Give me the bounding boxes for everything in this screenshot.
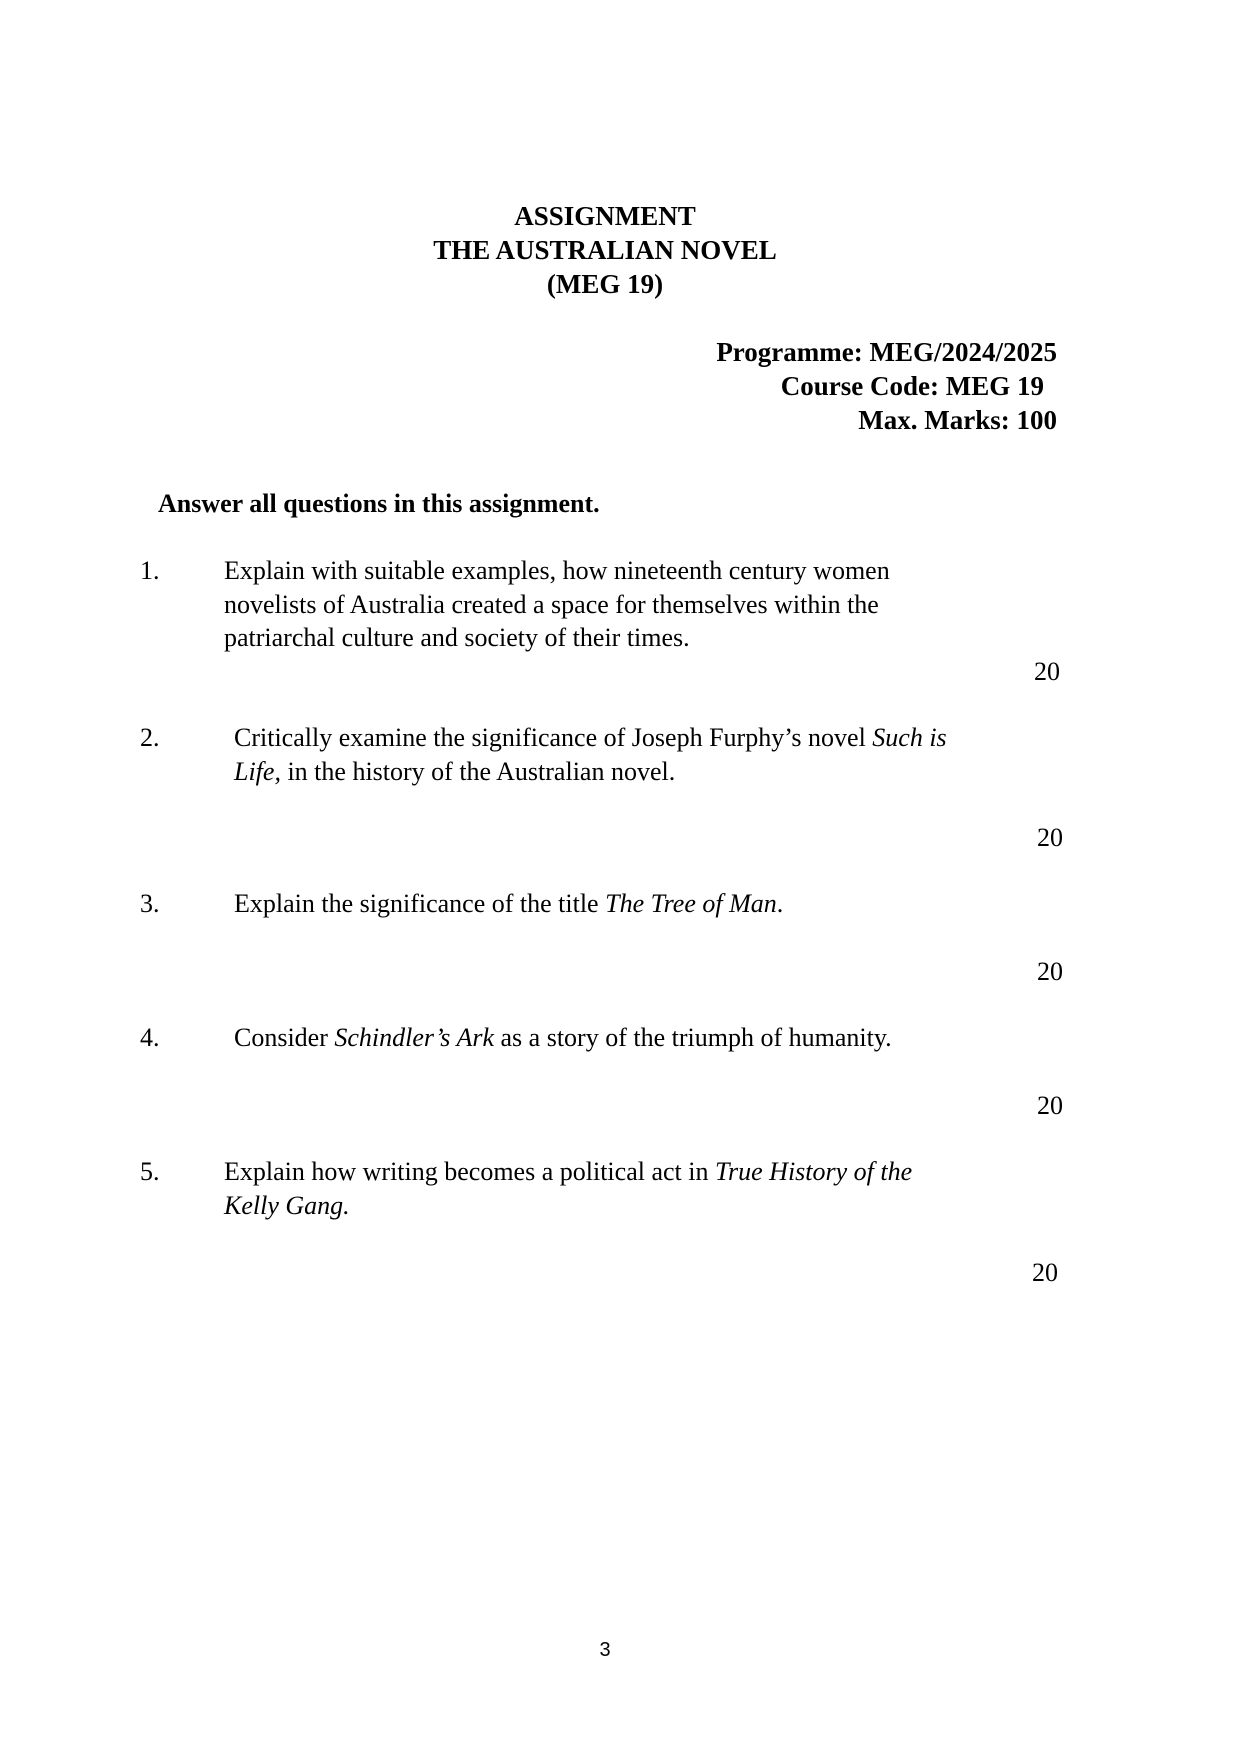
question-text-1 bbox=[224, 554, 1094, 655]
page-number: 3 bbox=[599, 1639, 611, 1661]
question-3-title: The Tree of Man bbox=[605, 889, 777, 918]
question-2-line-1-text: Critically examine the significance of Joseph Furphy’s novel bbox=[234, 723, 873, 752]
question-2-title-part-1: Such is bbox=[872, 723, 947, 752]
question-1-line-2: novelists of Australia created a space for themselves within the bbox=[224, 589, 879, 619]
assignment-title: ASSIGNMENT bbox=[514, 201, 696, 231]
question-text-4 bbox=[234, 1021, 1104, 1055]
question-2-marks: 20 bbox=[1037, 823, 1063, 852]
question-5-title-part-1: True History of the bbox=[714, 1157, 913, 1186]
question-1-line-3: patriarchal culture and society of their times. bbox=[224, 623, 690, 652]
question-5-text-a: Explain how writing becomes a political act in bbox=[224, 1157, 715, 1186]
question-text-3 bbox=[234, 887, 1104, 921]
course-code-label: Course Code: MEG 19 bbox=[780, 371, 1044, 401]
question-5-line-1 bbox=[224, 1155, 1094, 1189]
question-3-text-c: . bbox=[776, 889, 784, 918]
course-title: THE AUSTRALIAN NOVEL bbox=[433, 235, 777, 265]
question-1-line-1: Explain with suitable examples, how nineteenth century women bbox=[224, 556, 890, 585]
question-2-title-part-2: Life, bbox=[234, 756, 281, 786]
question-number-5: 5. bbox=[140, 1157, 160, 1186]
question-4-title: Schindler’s Ark bbox=[334, 1023, 494, 1052]
programme-label: Programme: MEG/2024/2025 bbox=[716, 337, 1057, 367]
question-4-text-c: as a story of the triumph of humanity. bbox=[494, 1023, 892, 1052]
question-4-line-1 bbox=[234, 1021, 1104, 1055]
question-5-line-2 bbox=[224, 1189, 1094, 1223]
question-number-1: 1. bbox=[140, 556, 160, 585]
instruction-text: Answer all questions in this assignment. bbox=[158, 489, 600, 518]
question-number-2: 2. bbox=[140, 723, 160, 752]
question-2-line-2-text: in the history of the Australian novel. bbox=[280, 756, 676, 786]
question-5-marks: 20 bbox=[1032, 1258, 1058, 1287]
question-4-marks: 20 bbox=[1037, 1091, 1063, 1120]
question-3-marks: 20 bbox=[1037, 957, 1063, 986]
question-text-2 bbox=[234, 721, 1104, 788]
question-number-3: 3. bbox=[140, 889, 160, 918]
question-text-5 bbox=[224, 1155, 1094, 1222]
question-3-line-1 bbox=[234, 887, 1104, 921]
question-number-4: 4. bbox=[140, 1023, 160, 1052]
question-2-line-2 bbox=[234, 755, 1104, 789]
max-marks-label: Max. Marks: 100 bbox=[858, 405, 1057, 435]
question-2-line-1 bbox=[234, 721, 1104, 755]
question-1-marks: 20 bbox=[1034, 657, 1060, 686]
question-4-text-a: Consider bbox=[234, 1023, 335, 1052]
question-5-title-part-2: Kelly Gang. bbox=[224, 1190, 350, 1220]
question-3-text-a: Explain the significance of the title bbox=[234, 889, 606, 918]
course-code-title: (MEG 19) bbox=[546, 269, 664, 299]
